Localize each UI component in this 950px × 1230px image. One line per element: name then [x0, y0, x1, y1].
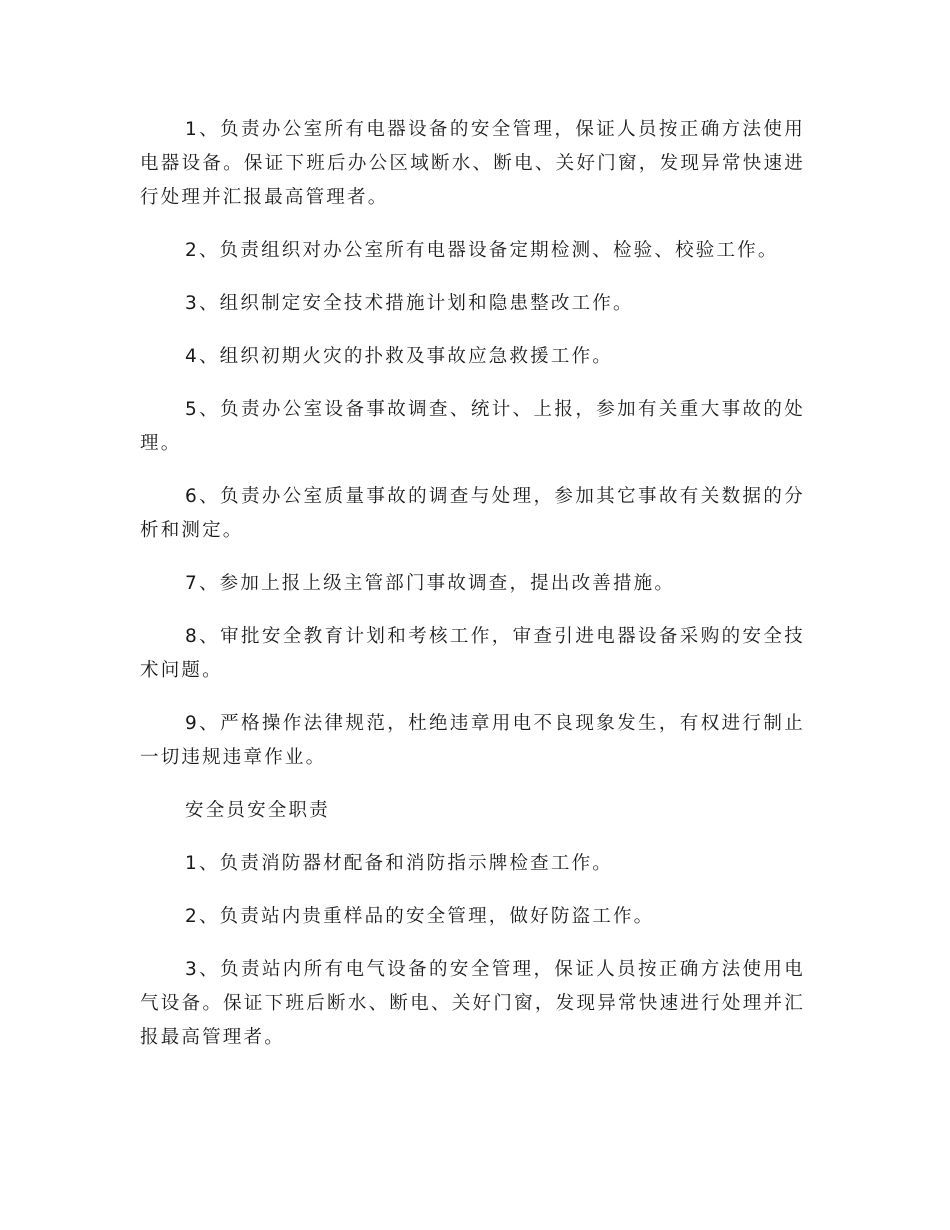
section-paragraph-item-3: 3、负责站内所有电气设备的安全管理，保证人员按正确方法使用电气设备。保证下班后断水、断电、关好门窗，发现异常快速进行处理并汇报最高管理者。: [140, 959, 805, 1048]
paragraph-item-3: 3、组织制定安全技术措施计划和隐患整改工作。: [185, 293, 634, 314]
paragraph-item-7: 7、参加上报上级主管部门事故调查，提出改善措施。: [185, 573, 676, 594]
section-paragraph-item-1: 1、负责消防器材配备和消防指示牌检查工作。: [185, 853, 613, 874]
section-heading: 安全员安全职责: [185, 800, 330, 821]
paragraph-item-5: 5、负责办公室设备事故调查、统计、上报，参加有关重大事故的处理。: [140, 399, 805, 454]
paragraph-item-2: 2、负责组织对办公室所有电器设备定期检测、检验、校验工作。: [185, 240, 779, 261]
document-body: [140, 113, 805, 1074]
paragraph-item-9: 9、严格操作法律规范，杜绝违章用电不良现象发生，有权进行制止一切违规违章作业。: [140, 713, 805, 768]
section-paragraph-item-2: 2、负责站内贵重样品的安全管理，做好防盗工作。: [185, 906, 655, 927]
paragraph-item-1: 1、负责办公室所有电器设备的安全管理，保证人员按正确方法使用电器设备。保证下班后办公区域断水、断电、关好门窗，发现异常快速进行处理并汇报最高管理者。: [140, 119, 805, 208]
paragraph-item-4: 4、组织初期火灾的扑救及事故应急救援工作。: [185, 346, 613, 367]
paragraph-item-6: 6、负责办公室质量事故的调查与处理，参加其它事故有关数据的分析和测定。: [140, 486, 805, 541]
paragraph-item-8: 8、审批安全教育计划和考核工作，审查引进电器设备采购的安全技术问题。: [140, 626, 805, 681]
